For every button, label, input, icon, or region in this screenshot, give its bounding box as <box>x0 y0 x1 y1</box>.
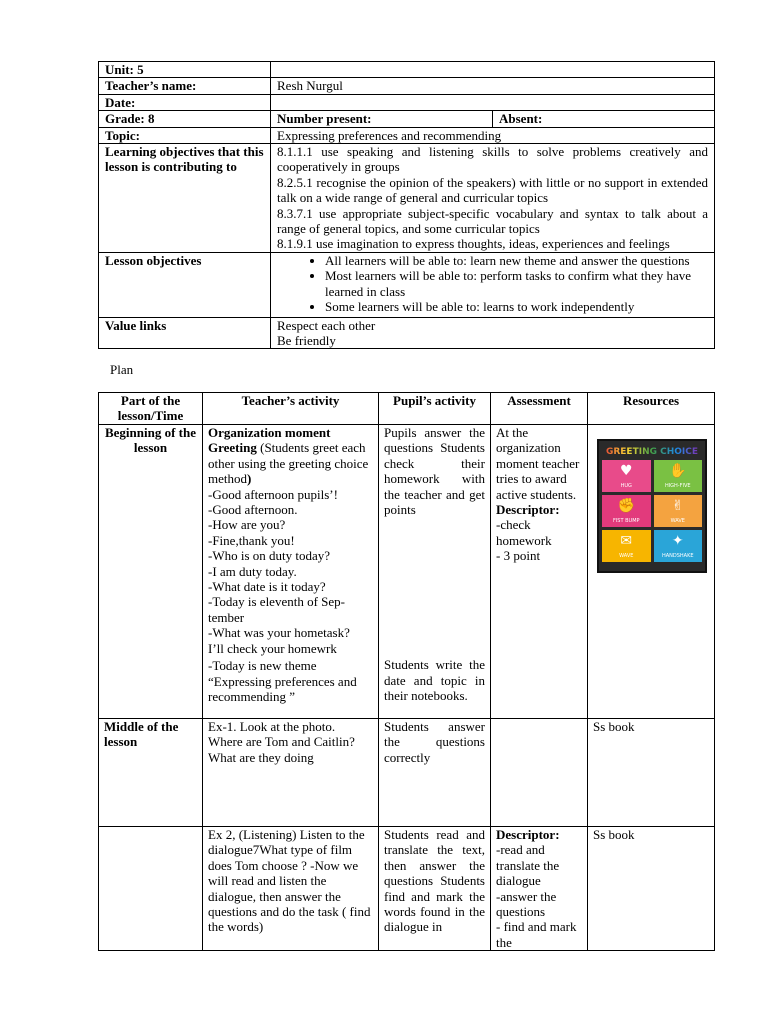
beginning-assessment <box>491 425 588 719</box>
topic-label: Topic: <box>99 127 271 143</box>
middle-row <box>99 719 715 827</box>
beginning-resources <box>588 425 715 719</box>
lesson-objectives <box>271 252 715 317</box>
middle2-teacher: Ex 2, (Listening) Listen to the dialogue7What type of film does Tom choose ? -Now we will read and listen the dialogue, then answer the questions and do the task ( find the words) <box>203 827 379 951</box>
lesson-objective-item: • All learners will be able to: learn new theme and answer the questions <box>325 253 708 268</box>
dialogue-line: -Good afternoon pupils’! <box>208 486 338 502</box>
teacher-row <box>99 78 715 94</box>
greeting-choice-cell <box>602 495 651 527</box>
objective-item: 8.1.9.1 use imagination to express thoughts, ideas, experiences and feelings <box>277 236 670 252</box>
plan-label: Plan <box>110 362 134 377</box>
greeting-choice-label: HUG <box>620 483 632 489</box>
beginning-part: Beginning of the lesson <box>99 425 203 719</box>
greeting-choice-cell <box>654 530 703 562</box>
org-moment-title: Organization moment <box>208 425 331 440</box>
greeting-choice-cell <box>654 495 703 527</box>
beginning-teacher <box>203 425 379 719</box>
absent-label: Absent: <box>493 111 715 127</box>
new-theme-line: -Today is new theme “Expressing preferences and recommending ” <box>208 658 357 704</box>
teacher-activity-line: Where are Tom and Caitlin? <box>208 734 355 750</box>
speech-icon: ✉ <box>620 533 633 549</box>
learning-objectives <box>271 144 715 253</box>
value-item: Be friendly <box>277 332 336 348</box>
plan-header-row <box>99 393 715 425</box>
lesson-info-table <box>98 61 715 349</box>
greeting-choice-label: FIST BUMP <box>612 518 640 524</box>
middle-pupil: Students answer the questions correctly <box>379 719 491 827</box>
dialogue-line: -Fine,thank you! <box>208 532 295 548</box>
unit-label: Unit: 5 <box>99 62 271 78</box>
wave-icon: ✌ <box>671 498 684 514</box>
present-label: Number present: <box>271 111 493 127</box>
dialogue-line: -What was your hometask? <box>208 625 350 641</box>
unit-row <box>99 62 715 78</box>
header-teacher: Teacher’s activity <box>203 393 379 425</box>
greeting-choice-label: HIGH-FIVE <box>664 483 691 489</box>
teacher-activity-line: What are they doing <box>208 749 314 765</box>
descriptor-item: -read and translate the dialogue <box>496 842 560 889</box>
beginning-pupil <box>379 425 491 719</box>
lesson-objectives-row <box>99 252 715 317</box>
middle2-resources: Ss book <box>588 827 715 951</box>
objective-item: 8.2.5.1 recognise the opinion of the speakers) with little or no support in extended talk on a wide range of general and curricular topics <box>277 174 708 206</box>
teacher-label: Teacher’s name: <box>99 78 271 94</box>
dialogue-line: -Who is on duty today? <box>208 548 331 564</box>
middle-teacher <box>203 719 379 827</box>
descriptor-item: -check homework <box>496 517 552 548</box>
header-pupil: Pupil’s activity <box>379 393 491 425</box>
teacher-name: Resh Nurgul <box>271 78 715 94</box>
descriptor-item: - find and mark the <box>496 919 577 950</box>
middle-part: Middle of the lesson <box>99 719 203 827</box>
fist-icon: ✊ <box>617 498 635 514</box>
grade-label: Grade: 8 <box>99 111 271 127</box>
topic-value: Expressing preferences and recommending <box>271 127 715 143</box>
lesson-plan-table <box>98 392 715 951</box>
dialogue-line: -How are you? <box>208 517 286 533</box>
header-part: Part of the lesson/Time <box>99 393 203 425</box>
hand-icon: ✋ <box>669 463 687 479</box>
descriptor-label: Descriptor: <box>496 827 560 842</box>
descriptor-label: Descriptor: <box>496 502 560 518</box>
descriptor-item: - 3 point <box>496 548 541 564</box>
greeting-choice-label: HANDSHAKE <box>661 553 694 559</box>
dialogue-line: -Today is eleventh of Sep-tember <box>208 594 345 625</box>
greeting-close: ) <box>247 471 252 487</box>
pupil-activity-text: Students write the date and topic in their notebooks. <box>384 657 485 704</box>
greeting-choice-label: WAVE <box>619 553 634 559</box>
lesson-objectives-label: Lesson objectives <box>99 252 271 317</box>
dialogue-line: -What date is it today? <box>208 579 326 595</box>
objective-item: 8.1.1.1 use speaking and listening skills to solve problems creatively and cooperatively in groups <box>277 144 708 175</box>
handshake-icon: ✦ <box>671 533 684 549</box>
middle2-pupil: Students read and translate the text, then answer the questions Students find and mark the words found in the dialogue in <box>379 827 491 951</box>
greeting-choice-title: GREETING CHOICE <box>602 444 702 460</box>
greeting-choice-grid <box>602 460 702 562</box>
middle-resources: Ss book <box>588 719 715 827</box>
greeting-choice-cell <box>602 530 651 562</box>
value-links <box>271 317 715 349</box>
objective-item: 8.3.7.1 use appropriate subject-specific vocabulary and syntax to talk about a range of general topics, and some curricular topics <box>277 205 708 237</box>
greeting-choice-cell <box>602 460 651 492</box>
middle2-assessment <box>491 827 588 951</box>
heart-icon: ♥ <box>619 463 633 479</box>
greeting-choice-label: WAVE <box>670 518 685 524</box>
date-label: Date: <box>99 94 271 110</box>
greeting-rest: (Students greet each other using the greeting choice method <box>208 440 369 487</box>
greeting-choice-image <box>597 439 707 573</box>
beginning-row <box>99 425 715 719</box>
grade-row <box>99 111 715 127</box>
dialogue-line: -Good afternoon. <box>208 502 298 518</box>
value-links-label: Value links <box>99 317 271 349</box>
header-assessment: Assessment <box>491 393 588 425</box>
pupil-activity-text: Pupils answer the questions Students check their homework with the teacher and get points <box>384 425 485 518</box>
learning-objectives-row <box>99 144 715 253</box>
middle-assessment <box>491 719 588 827</box>
middle2-row <box>99 827 715 951</box>
greeting-bold: Greeting <box>208 440 257 456</box>
value-item: Respect each other <box>277 317 376 333</box>
teacher-activity-line: Ex-1. Look at the photo. <box>208 719 336 734</box>
header-resources: Resources <box>588 393 715 425</box>
dialogue-line: -I am duty today. <box>208 563 297 579</box>
lesson-objective-item: • Some learners will be able to: learns to work independently <box>325 299 708 314</box>
greeting-text <box>208 440 373 486</box>
value-links-row <box>99 317 715 349</box>
assessment-text: At the organization moment teacher tries to award active students. <box>496 425 580 502</box>
greeting-choice-cell <box>654 460 703 492</box>
learning-objectives-label: Learning objectives that this lesson is contributing to <box>99 144 271 253</box>
descriptor-item: -answer the questions <box>496 888 557 920</box>
lesson-objective-item: • Most learners will be able to: perform tasks to confirm what they have learned in class <box>325 268 708 299</box>
topic-row <box>99 127 715 143</box>
dialogue-line: I’ll check your homewrk <box>208 640 337 656</box>
date-row <box>99 94 715 110</box>
